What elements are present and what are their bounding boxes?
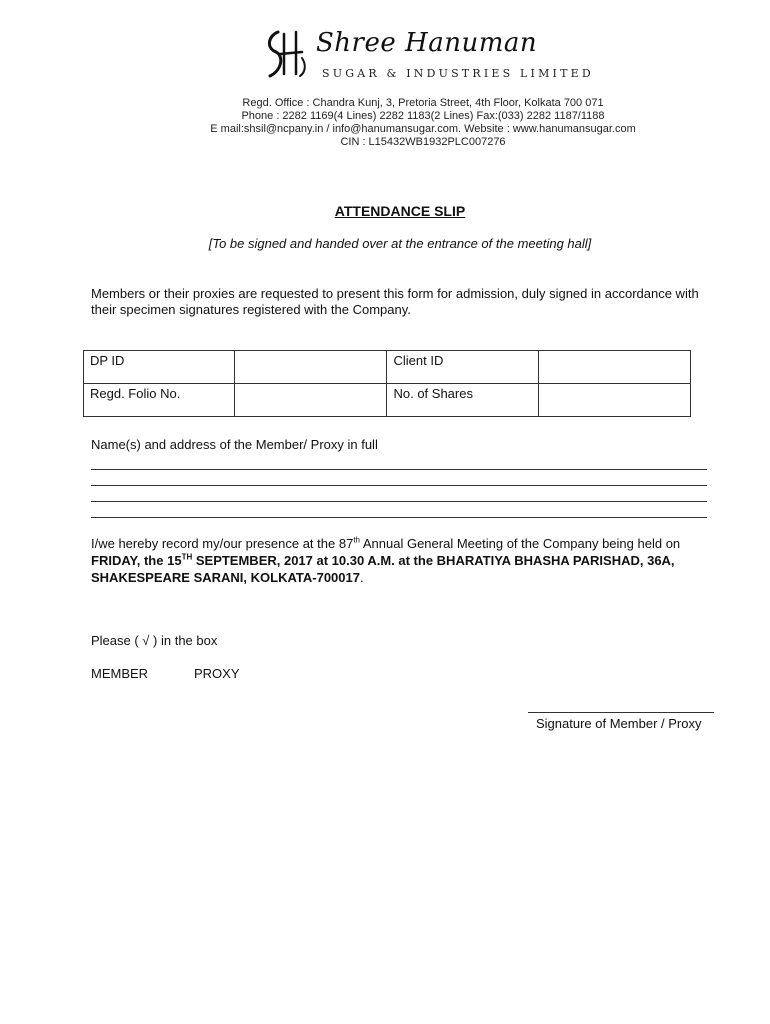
record-bold-2: SEPTEMBER, 2017 at 10.30 A.M. at the BHARATIYA BHASHA PARISHAD, 36A, SHAKESPEARE SARANI, KOLKATA-700017 bbox=[91, 553, 675, 585]
name-address-line-4[interactable] bbox=[91, 517, 707, 518]
address-line-4: CIN : L15432WB1932PLC007276 bbox=[340, 136, 506, 148]
dp-id-label: DP ID bbox=[84, 351, 235, 384]
client-id-field[interactable] bbox=[539, 351, 691, 384]
address-line-2: Phone : 2282 1169(4 Lines) 2282 1183(2 Lines) Fax:(033) 2282 1187/1188 bbox=[241, 110, 605, 122]
address-line-1: Regd. Office : Chandra Kunj, 3, Pretoria Street, 4th Floor, Kolkata 700 071 bbox=[242, 97, 604, 109]
name-address-line-2[interactable] bbox=[91, 485, 707, 486]
record-end: . bbox=[359, 570, 364, 585]
address-line-3: E mail:shsil@ncpany.in / info@hanumansugar.com. Website : www.hanumansugar.com bbox=[210, 123, 636, 135]
record-sup-2: TH bbox=[181, 552, 193, 562]
dp-id-field[interactable] bbox=[234, 351, 387, 384]
member-option[interactable]: MEMBER bbox=[91, 666, 149, 681]
company-logo-icon bbox=[262, 28, 310, 80]
no-of-shares-label: No. of Shares bbox=[387, 384, 539, 417]
proxy-option[interactable]: PROXY bbox=[194, 666, 240, 681]
name-address-line-1[interactable] bbox=[91, 469, 707, 470]
member-info-table bbox=[83, 350, 691, 417]
tick-instruction: Please ( √ ) in the box bbox=[91, 633, 218, 648]
document-subtitle: [To be signed and handed over at the entrance of the meeting hall] bbox=[208, 236, 592, 251]
record-text-2: Annual General Meeting of the Company being held on bbox=[359, 536, 681, 551]
intro-paragraph: Members or their proxies are requested to present this form for admission, duly signed in accordance with their specimen signatures registered with the Company. bbox=[91, 286, 699, 317]
signature-label: Signature of Member / Proxy bbox=[536, 716, 702, 731]
company-subtitle: SUGAR & INDUSTRIES LIMITED bbox=[322, 67, 594, 80]
no-of-shares-field[interactable] bbox=[539, 384, 691, 417]
table-row bbox=[84, 384, 691, 417]
presence-record-paragraph bbox=[91, 535, 721, 586]
record-text-1: I/we hereby record my/our presence at the 87 bbox=[91, 536, 354, 551]
record-sup-1: th bbox=[353, 535, 360, 545]
document-title: ATTENDANCE SLIP bbox=[334, 203, 466, 219]
company-name: Shree Hanuman bbox=[316, 28, 538, 58]
client-id-label: Client ID bbox=[387, 351, 539, 384]
folio-no-label: Regd. Folio No. bbox=[84, 384, 235, 417]
name-address-line-3[interactable] bbox=[91, 501, 707, 502]
folio-no-field[interactable] bbox=[234, 384, 387, 417]
names-address-label: Name(s) and address of the Member/ Proxy in full bbox=[91, 437, 378, 452]
signature-line[interactable] bbox=[528, 712, 714, 713]
record-bold-1: FRIDAY, the 15 bbox=[91, 553, 182, 568]
table-row bbox=[84, 351, 691, 384]
